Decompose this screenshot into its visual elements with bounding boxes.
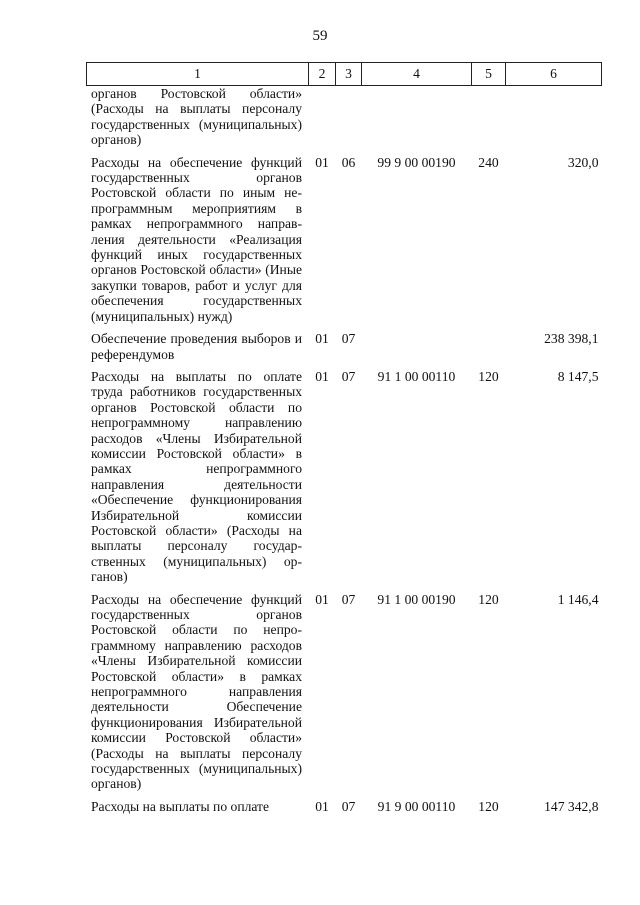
page-number: 59 <box>312 28 328 44</box>
header-col-3: 3 <box>336 63 362 86</box>
row-subsection: 07 <box>341 591 356 607</box>
row-amount: 8 147,5 <box>557 368 599 384</box>
row-target-code <box>362 86 472 155</box>
header-col-1: 1 <box>87 63 309 86</box>
table-row <box>87 592 602 799</box>
row-subsection <box>336 86 362 155</box>
row-target-code: 91 1 00 00110 <box>377 368 456 384</box>
row-expense-type <box>472 86 506 155</box>
table-row <box>87 155 602 331</box>
row-description: Расходы на выплаты по оплате <box>91 798 270 814</box>
table-row <box>87 369 602 592</box>
row-expense-type: 120 <box>478 368 499 384</box>
row-section: 01 <box>315 331 329 347</box>
budget-table <box>86 62 602 814</box>
row-expense-type <box>472 331 506 369</box>
row-section: 01 <box>315 368 329 384</box>
table-row <box>87 799 602 814</box>
header-col-5: 5 <box>472 63 506 86</box>
row-subsection: 07 <box>341 798 356 814</box>
row-section: 01 <box>315 798 329 814</box>
row-description: Обеспечение проведения выборов и референдумов <box>91 331 302 362</box>
row-amount <box>506 86 602 155</box>
row-amount: 320,0 <box>567 154 599 170</box>
row-section <box>309 86 336 155</box>
row-target-code: 91 1 00 00190 <box>377 591 456 607</box>
row-subsection: 07 <box>341 368 356 384</box>
row-amount: 1 146,4 <box>557 591 599 607</box>
row-amount: 238 398,1 <box>544 331 599 347</box>
row-target-code: 91 9 00 00110 <box>377 798 456 814</box>
row-description: органов Ростовской области» (Расходы на выплаты персоналу государственных (муниципальных) органов) <box>91 86 302 148</box>
row-section: 01 <box>315 154 329 170</box>
row-expense-type: 240 <box>478 154 499 170</box>
row-amount: 147 342,8 <box>544 798 599 814</box>
header-col-6: 6 <box>506 63 602 86</box>
header-col-4: 4 <box>362 63 472 86</box>
row-target-code <box>362 331 472 369</box>
row-description: Расходы на выплаты по оплате труда работников государственных органов Ростовской области по непрограммному направлению расходов «Члены Избирательной комиссии Ростовской области» в рамках непрограммного направления деятельности «Обеспечение функционирования Избирательной комиссии Ростовской области» (Расходы на выплаты персоналу государственных (муниципальных) органов) <box>91 368 302 585</box>
row-expense-type: 120 <box>478 798 499 814</box>
row-target-code: 99 9 00 00190 <box>377 154 456 170</box>
row-description: Расходы на обеспечение функций государственных органов Ростовской области по иным непрограммным мероприятиям в рамках непрограммного направления деятельности «Реализация функций иных государственных органов Ростовской области» (Иные закупки товаров, работ и услуг для обеспечения государственных (муниципальных) нужд) <box>91 154 302 324</box>
row-description: Расходы на обеспечение функций государственных органов Ростовской области по непрограммному направлению расходов «Члены Избирательной комиссии Ростовской области» в рамках непрограммного направления деятельности Обеспечение функционирования Избирательной комиссии Ростовской области» (Расходы на выплаты персоналу государственных (муниципальных) органов) <box>91 591 302 792</box>
table-row <box>87 331 602 369</box>
table-row <box>87 86 602 155</box>
row-section: 01 <box>315 591 329 607</box>
row-subsection: 06 <box>341 154 356 170</box>
row-subsection: 07 <box>341 331 356 347</box>
table-header-row <box>87 63 602 86</box>
row-expense-type: 120 <box>478 591 499 607</box>
header-col-2: 2 <box>309 63 336 86</box>
